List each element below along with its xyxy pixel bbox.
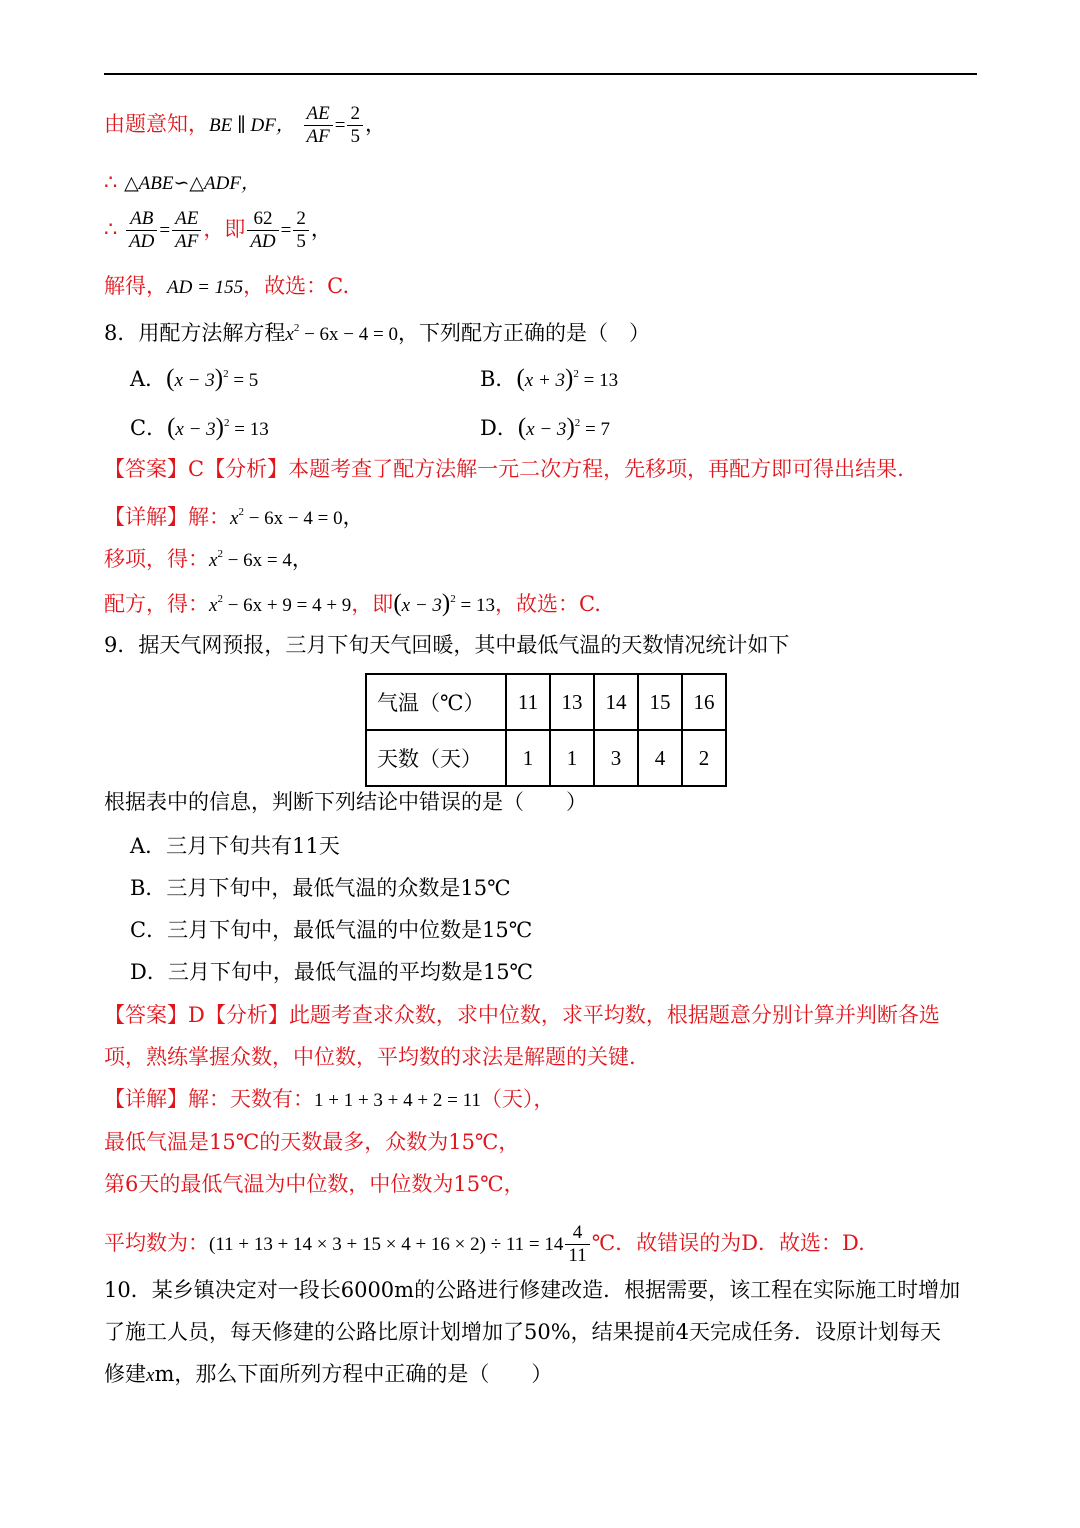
table-header-temperature: 气温（℃） xyxy=(366,674,506,730)
solution-line-4: 解得，AD = 155，故选：C. xyxy=(104,274,350,298)
table-cell: 16 xyxy=(682,674,726,730)
q9-stem: 9．据天气网预报，三月下旬天气回暖，其中最低气温的天数情况统计如下 xyxy=(104,633,790,657)
q10-line-1: 10．某乡镇决定对一段长6000m的公路进行修建改造．根据需要，该工程在实际施工时增加 xyxy=(104,1278,961,1302)
q9-question: 根据表中的信息，判断下列结论中错误的是（ ） xyxy=(104,790,587,814)
q8-stem: 8．用配方法解方程$x^2 - 6x - 4 = 0$，下列配方正确的是（ ） xyxy=(104,321,650,345)
q9-median-line: 第6天的最低气温为中位数，中位数为15℃， xyxy=(104,1172,525,1196)
table-cell: 14 xyxy=(594,674,638,730)
q9-answer-line-2: 项，熟练掌握众数，中位数，平均数的求法是解题的关键. xyxy=(104,1045,636,1069)
q9-detail: 【详解】解：天数有：1 + 1 + 3 + 4 + 2 = 11（天）， xyxy=(104,1087,555,1111)
q9-option-c: C．三月下旬中，最低气温的中位数是15℃ xyxy=(130,918,533,942)
q10-line-3: 修建xm，那么下面所列方程中正确的是（ ） xyxy=(104,1362,553,1386)
table-cell: 13 xyxy=(550,674,594,730)
q8-step-move: 移项，得：$x^2 - 6x = 4$， xyxy=(104,547,313,571)
q8-option-b: B．$(x + 3)^2 = 13$ xyxy=(480,365,619,392)
table-row xyxy=(366,730,726,786)
solution-line-1: 由题意知，BE ∥ DF， $\frac{AE}{AF}$ = $\frac{2}{5}$ ， xyxy=(104,103,386,147)
q8-option-d: D．$(x - 3)^2 = 7$ xyxy=(480,414,610,441)
table-cell: 15 xyxy=(638,674,682,730)
q9-option-a: A．三月下旬共有11天 xyxy=(130,834,340,858)
q9-answer-line-1: 【答案】D【分析】此题考查求众数，求中位数，求平均数，根据题意分别计算并判断各选 xyxy=(104,1003,940,1027)
q8-option-a: A．$(x - 3)^2 = 5$ xyxy=(130,365,259,392)
table-cell: 4 xyxy=(638,730,682,786)
temperature-table xyxy=(365,673,727,787)
solution-line-3: ∴ $\frac{AB}{AD}$ = $\frac{AE}{AF}$ ，即 $\frac{62}{AD}$ = $\frac{2}{5}$ ， xyxy=(104,208,332,252)
q10-line-2: 了施工人员，每天修建的公路比原计划增加了50%，结果提前4天完成任务．设原计划每天 xyxy=(104,1320,942,1344)
table-cell: 1 xyxy=(550,730,594,786)
q9-mean-line: 平均数为：(11 + 13 + 14 × 3 + 15 × 4 + 16 × 2) ÷ 11 = 14 $\frac{4}{11}$ ℃．故错误的为D．故选：D. xyxy=(104,1222,865,1266)
table-row xyxy=(366,674,726,730)
table-cell: 11 xyxy=(506,674,550,730)
q9-option-d: D．三月下旬中，最低气温的平均数是15℃ xyxy=(130,960,534,984)
q9-mode-line: 最低气温是15℃的天数最多，众数为15℃， xyxy=(104,1130,520,1154)
q9-option-b: B．三月下旬中，最低气温的众数是15℃ xyxy=(130,876,511,900)
header-rule xyxy=(104,73,977,75)
table-header-days: 天数（天） xyxy=(366,730,506,786)
table-cell: 2 xyxy=(682,730,726,786)
table-cell: 3 xyxy=(594,730,638,786)
solution-line-2: ∴ △ABE∽△ADF， xyxy=(104,170,260,194)
q8-answer: 【答案】C【分析】本题考查了配方法解一元二次方程，先移项，再配方即可得出结果. xyxy=(104,457,904,481)
q8-step-complete-square: 配方，得：$x^2 - 6x + 9 = 4 + 9$，即$(x - 3)^2 = 13$，故选：C. xyxy=(104,590,601,617)
table-cell: 1 xyxy=(506,730,550,786)
q8-detail: 【详解】解：$x^2 - 6x - 4 = 0$， xyxy=(104,505,364,529)
q8-option-c: C．$(x - 3)^2 = 13$ xyxy=(130,414,269,441)
